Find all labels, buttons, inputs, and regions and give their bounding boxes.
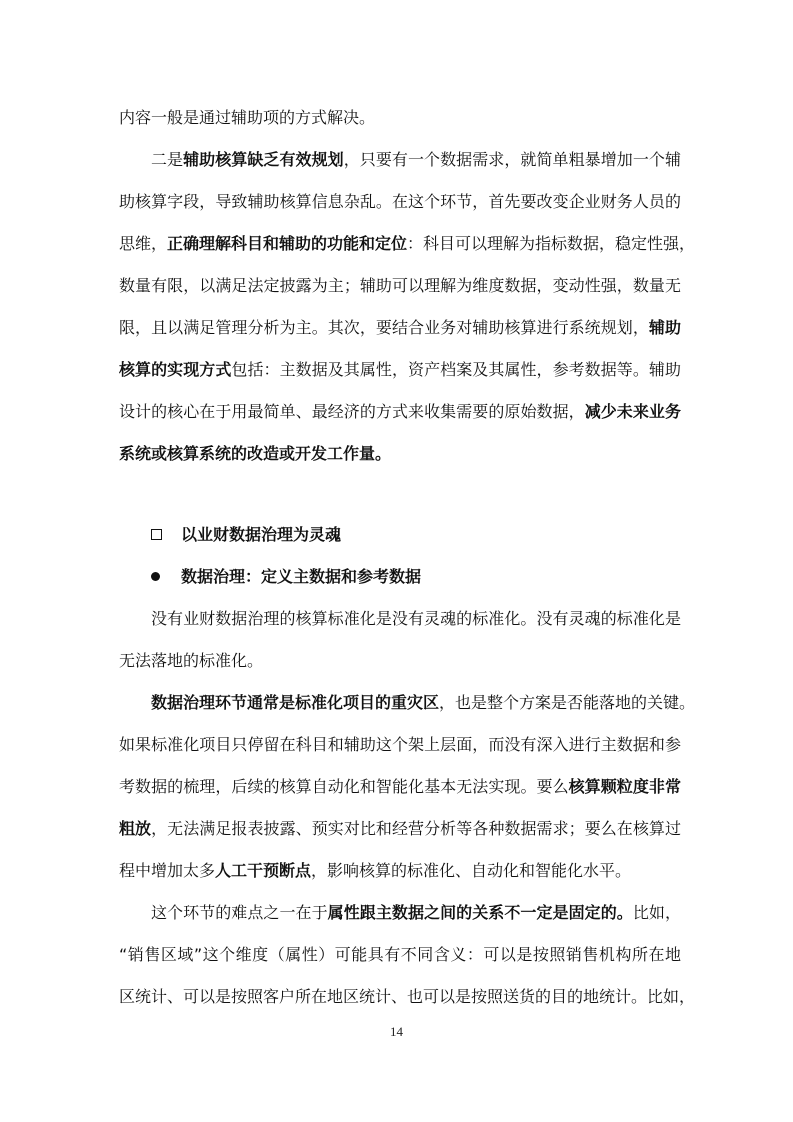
section-heading [151, 525, 341, 545]
paragraph-line [151, 693, 696, 713]
paragraph-line [119, 234, 696, 254]
paragraph-line [151, 609, 681, 629]
section-heading-text: 以业财数据治理为灵魂 [181, 525, 342, 544]
text-segment: 这个环节的难点之一在于 [151, 903, 328, 922]
paragraph-line [119, 651, 263, 671]
text-segment: 没有业财数据治理的核算标准化是没有灵魂的标准化。没有灵魂的标准化是 [151, 609, 681, 628]
text-segment: 二是 [151, 150, 184, 169]
bold-text-segment: 正确理解科目和辅助的功能和定位 [167, 234, 408, 253]
text-segment: 助核算字段，导致辅助核算信息杂乱。在这个环节，首先要改变企业财务人员的 [119, 192, 681, 211]
bold-text-segment: 人工干预断点 [215, 861, 312, 880]
text-segment: “销售区域”这个维度（属性）可能具有不同含义：可以是按照销售机构所在地 [119, 945, 681, 964]
checkbox-square-icon [151, 529, 162, 540]
bold-text-segment: 系统或核算系统的改造或开发工作量。 [119, 444, 392, 463]
text-segment: 无法落地的标准化。 [119, 651, 264, 670]
paragraph-line [119, 318, 681, 338]
bold-text-segment: 辅助 [648, 318, 681, 337]
text-segment: ，无法满足报表披露、预实对比和经营分析等各种数据需求；要么在核算过 [151, 819, 681, 838]
bullet-dot-icon [151, 572, 160, 581]
text-segment: 包括：主数据及其属性，资产档案及其属性，参考数据等。辅助 [231, 360, 681, 379]
sub-heading [151, 567, 421, 587]
sub-heading-text: 数据治理：定义主数据和参考数据 [181, 567, 422, 586]
bold-text-segment: 属性跟主数据之间的关系不一定是固定的。 [327, 903, 633, 922]
bold-text-segment: 减少未来业务 [584, 402, 681, 421]
paragraph-line [119, 945, 681, 965]
text-segment: ，也是整个方案是否能落地的关键。 [439, 693, 696, 712]
paragraph-line [119, 735, 681, 755]
paragraph-line [119, 402, 681, 422]
paragraph-line [119, 444, 391, 464]
bold-text-segment: 粗放 [119, 819, 152, 838]
text-segment: ：科目可以理解为指标数据，稳定性强， [407, 234, 696, 253]
text-segment: 程中增加太多 [119, 861, 216, 880]
paragraph-line [151, 903, 681, 923]
bold-text-segment: 数据治理环节通常是标准化项目的重灾区 [151, 693, 440, 712]
text-segment: 比如， [632, 903, 681, 922]
text-segment: ，只要有一个数据需求，就简单粗暴增加一个辅 [343, 150, 681, 169]
bold-text-segment: 核算的实现方式 [119, 360, 232, 379]
paragraph-line [119, 276, 681, 296]
bold-text-segment: 辅助核算缺乏有效规划 [183, 150, 344, 169]
paragraph-line [119, 108, 375, 128]
text-segment: 如果标准化项目只停留在科目和辅助这个架上层面，而没有深入进行主数据和参 [119, 735, 681, 754]
paragraph-line [119, 360, 681, 380]
text-segment: 考数据的梳理，后续的核算自动化和智能化基本无法实现。要么 [119, 777, 569, 796]
paragraph-line [119, 861, 631, 881]
text-segment: 思维， [119, 234, 168, 253]
text-segment: 内容一般是通过辅助项的方式解决。 [119, 108, 376, 127]
bold-text-segment: 核算颗粒度非常 [568, 777, 681, 796]
paragraph-line [119, 192, 681, 212]
paragraph-line [119, 819, 681, 839]
paragraph-line [119, 777, 681, 797]
paragraph-line [151, 150, 681, 170]
page-number: 14 [390, 1024, 403, 1039]
text-segment: 限，且以满足管理分析为主。其次，要结合业务对辅助核算进行系统规划， [119, 318, 649, 337]
text-segment: ，影响核算的标准化、自动化和智能化水平。 [311, 861, 632, 880]
paragraph-line [119, 987, 696, 1007]
text-segment: 设计的核心在于用最简单、最经济的方式来收集需要的原始数据， [119, 402, 585, 421]
text-segment: 数量有限，以满足法定披露为主；辅助可以理解为维度数据，变动性强，数量无 [119, 276, 681, 295]
text-segment: 区统计、可以是按照客户所在地区统计、也可以是按照送货的目的地统计。比如， [119, 987, 696, 1006]
